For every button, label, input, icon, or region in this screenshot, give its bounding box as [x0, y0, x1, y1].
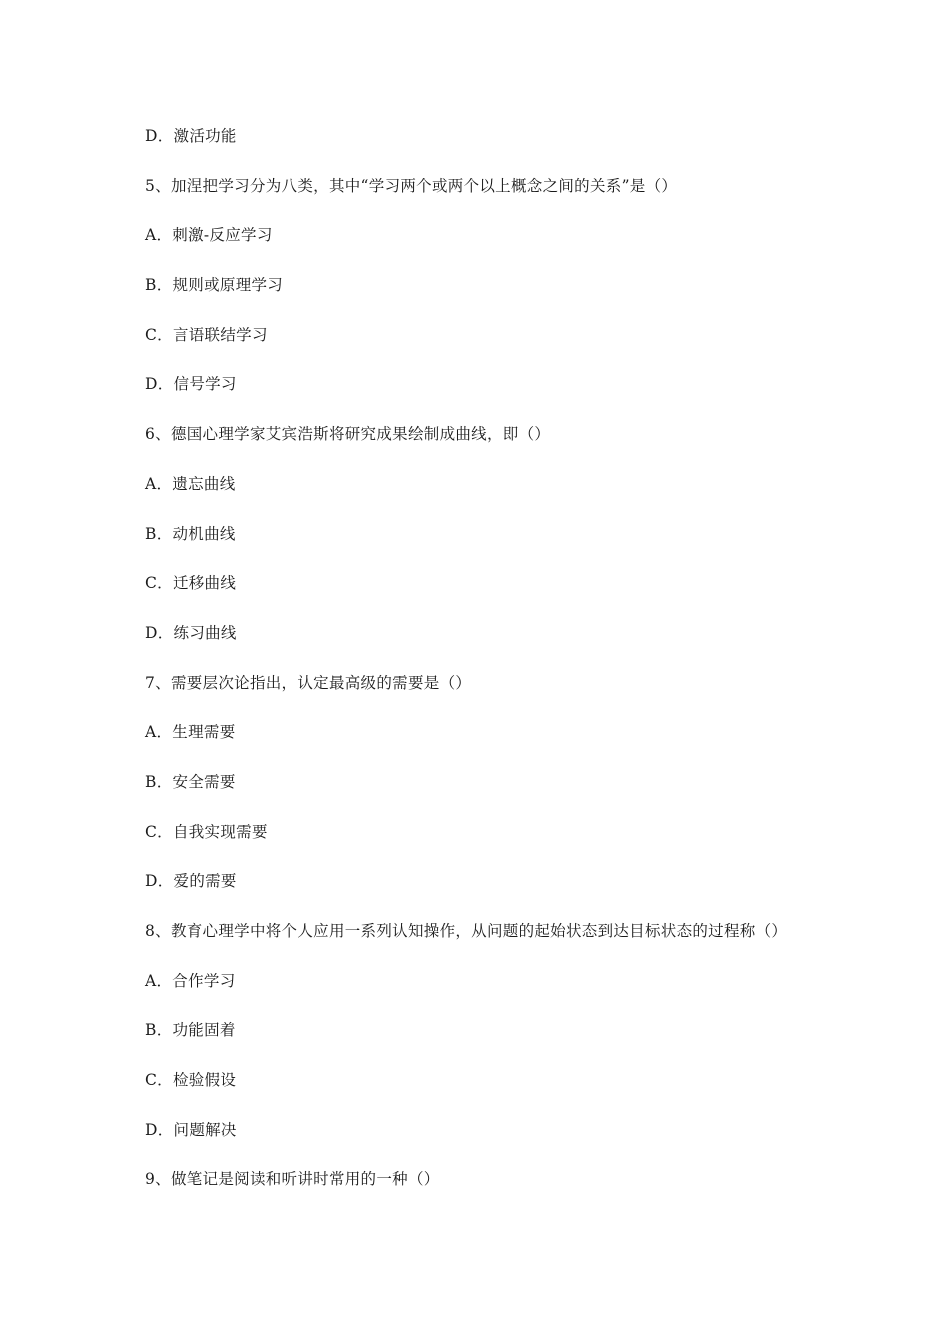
- option-8c: C．检验假设: [145, 1071, 237, 1090]
- option-8d: D．问题解决: [145, 1120, 237, 1139]
- question-6: 6、德国心理学家艾宾浩斯将研究成果绘制成曲线，即（）: [145, 425, 551, 444]
- option-5b: B．规则或原理学习: [145, 276, 284, 295]
- option-6c: C．迁移曲线: [145, 574, 237, 593]
- question-5: 5、加涅把学习分为八类，其中“学习两个或两个以上概念之间的关系”是（）: [145, 176, 678, 195]
- option-7c: C．自我实现需要: [145, 822, 268, 841]
- option-7a: A．生理需要: [145, 723, 236, 742]
- question-list: [145, 124, 905, 1217]
- option-6a: A．遗忘曲线: [145, 474, 236, 493]
- question-8: 8、教育心理学中将个人应用一系列认知操作，从问题的起始状态到达目标状态的过程称（）: [145, 922, 788, 940]
- option-8b: B．功能固着: [145, 1021, 236, 1040]
- question-9: 9、做笔记是阅读和听讲时常用的一种（）: [145, 1170, 440, 1189]
- option-6b: B．动机曲线: [145, 524, 236, 543]
- option-7b: B．安全需要: [145, 772, 236, 791]
- question-7: 7、需要层次论指出，认定最高级的需要是（）: [145, 673, 472, 692]
- option-6d: D．练习曲线: [145, 623, 237, 642]
- option-5d: D．信号学习: [145, 375, 237, 394]
- option-8a: A．合作学习: [145, 971, 236, 990]
- option-7d: D．爱的需要: [145, 872, 237, 891]
- option-4d: D．激活功能: [145, 127, 237, 145]
- option-5a: A．刺激-反应学习: [145, 226, 273, 245]
- option-5c: C．言语联结学习: [145, 325, 268, 344]
